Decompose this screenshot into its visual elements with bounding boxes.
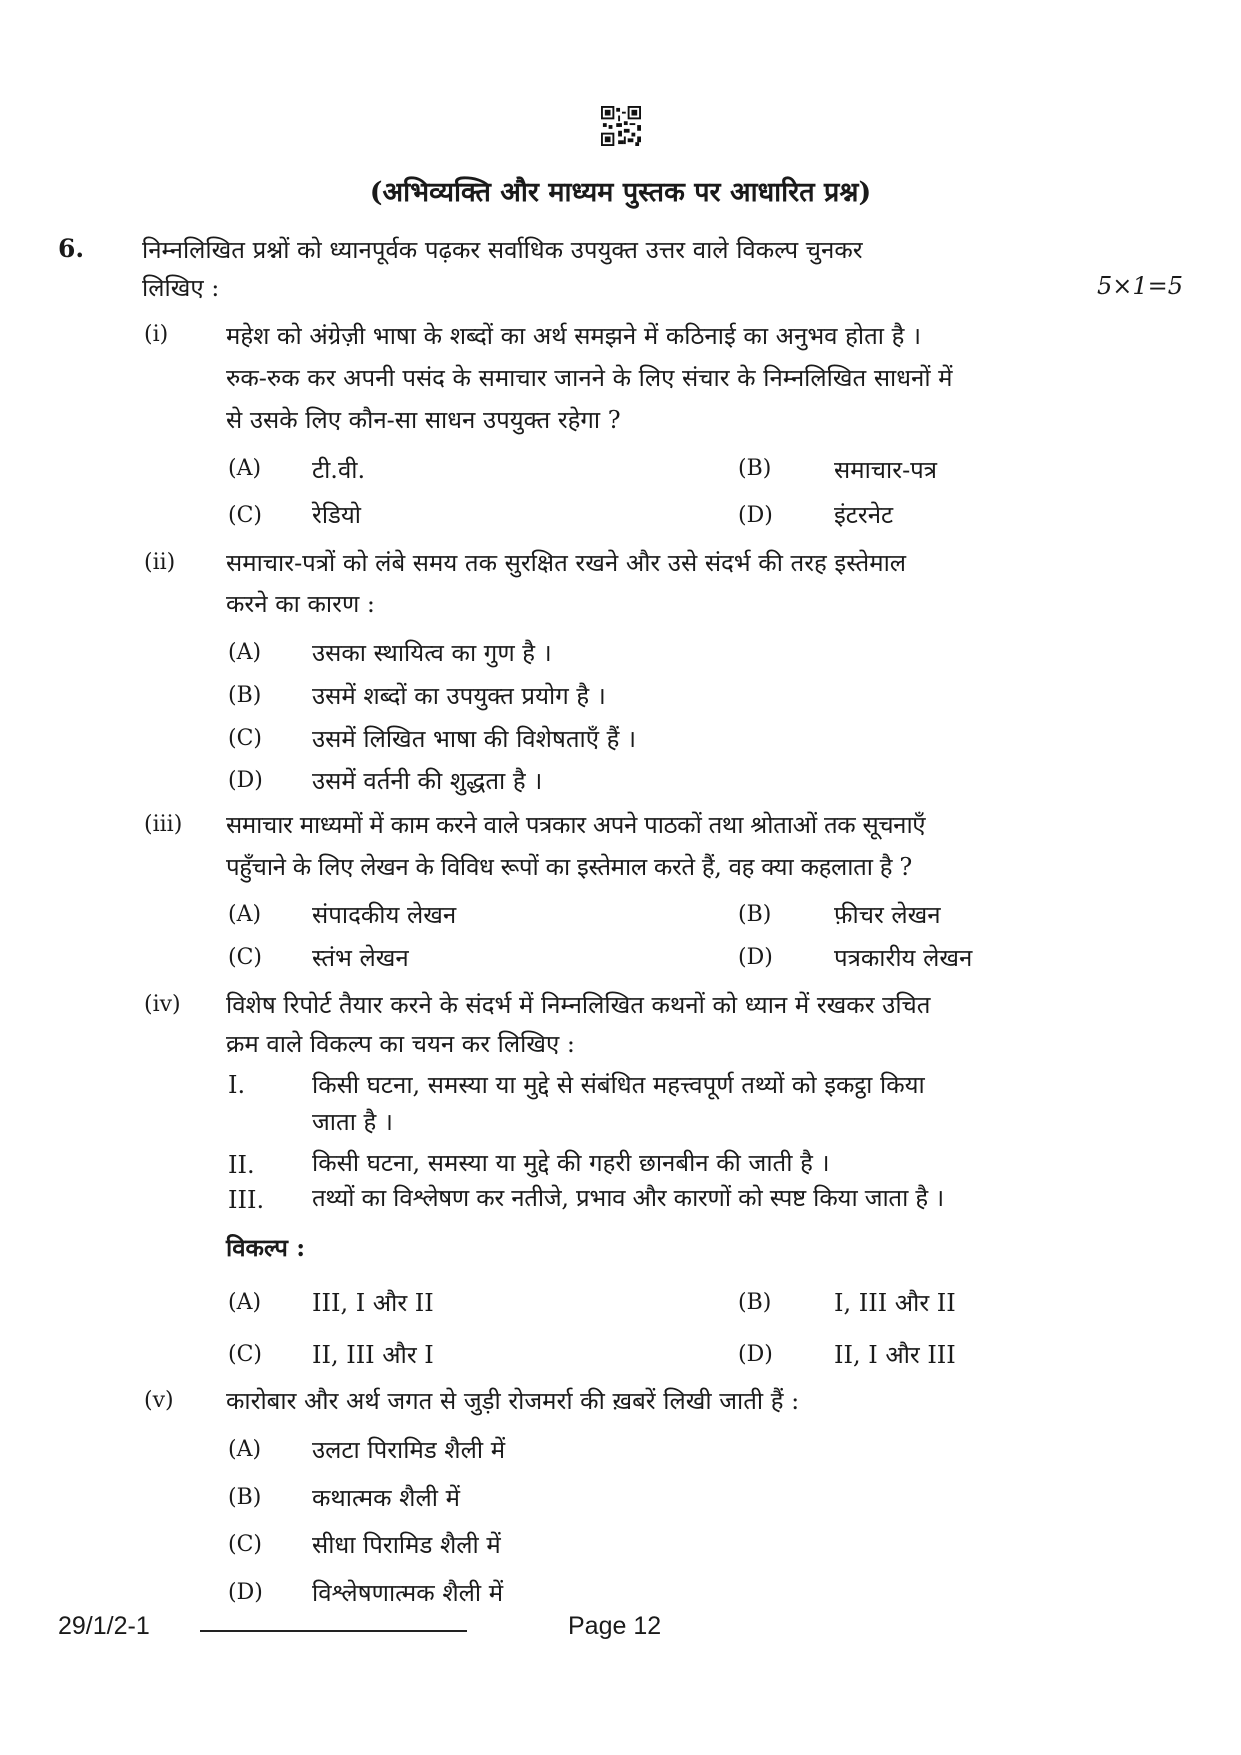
option-label: (D)	[738, 503, 773, 528]
option-label: (D)	[228, 768, 263, 793]
question-stem-line-1: निम्नलिखित प्रश्नों को ध्यानपूर्वक पढ़कर सर्वाधिक उपयुक्त उत्तर वाले विकल्प चुनकर	[142, 236, 863, 264]
option-text: उसमें लिखित भाषा की विशेषताएँ हैं ।	[312, 725, 637, 753]
subquestion-ii-line-2: करने का कारण :	[226, 590, 376, 618]
option-text: फ़ीचर लेखन	[834, 901, 941, 929]
option-label: (C)	[228, 945, 262, 970]
option-label: (B)	[738, 456, 772, 481]
option-text: स्तंभ लेखन	[312, 944, 409, 972]
subquestion-i-line-3: से उसके लिए कौन-सा साधन उपयुक्त रहेगा ?	[226, 406, 621, 434]
option-label: (B)	[228, 683, 262, 708]
option-label: (A)	[228, 1437, 262, 1462]
subquestion-iii-line-1: समाचार माध्यमों में काम करने वाले पत्रकार अपने पाठकों तथा श्रोताओं तक सूचनाएँ	[226, 811, 926, 839]
statement-text: किसी घटना, समस्या या मुद्दे की गहरी छानबीन की जाती है ।	[312, 1149, 830, 1177]
question-stem-line-2: लिखिए :	[142, 274, 220, 302]
option-text: III, I और II	[312, 1289, 434, 1317]
statement-number: II.	[228, 1151, 255, 1179]
option-label: (A)	[228, 640, 262, 665]
option-label: (B)	[738, 902, 772, 927]
statement-text: किसी घटना, समस्या या मुद्दे से संबंधित महत्त्वपूर्ण तथ्यों को इकट्ठा किया	[312, 1071, 925, 1099]
option-text: संपादकीय लेखन	[312, 901, 457, 929]
option-text: II, III और I	[312, 1341, 434, 1369]
option-label: (B)	[228, 1485, 262, 1510]
subquestion-number-iii: (iii)	[144, 812, 183, 837]
option-label: (C)	[228, 726, 262, 751]
subquestion-i-line-2: रुक-रुक कर अपनी पसंद के समाचार जानने के लिए संचार के निम्नलिखित साधनों में	[226, 364, 953, 392]
option-text: सीधा पिरामिड शैली में	[312, 1531, 501, 1559]
footer-divider	[200, 1630, 467, 1632]
qr-code-icon	[601, 106, 641, 146]
marks-allocation: 5×1=5	[1096, 272, 1183, 300]
statement-text: तथ्यों का विश्लेषण कर नतीजे, प्रभाव और कारणों को स्पष्ट किया जाता है ।	[312, 1184, 944, 1212]
subquestion-ii-line-1: समाचार-पत्रों को लंबे समय तक सुरक्षित रखने और उसे संदर्भ की तरह इस्तेमाल	[226, 549, 907, 577]
option-text: विश्लेषणात्मक शैली में	[312, 1579, 504, 1607]
paper-code: 29/1/2-1	[58, 1612, 150, 1640]
option-label: (D)	[228, 1580, 263, 1605]
subquestion-number-i: (i)	[144, 322, 169, 347]
statement-number: III.	[228, 1186, 265, 1214]
option-text: उसका स्थायित्व का गुण है ।	[312, 639, 552, 667]
option-text: उसमें शब्दों का उपयुक्त प्रयोग है ।	[312, 682, 606, 710]
option-label: (B)	[738, 1290, 772, 1315]
option-label: (C)	[228, 1342, 262, 1367]
option-text: रेडियो	[312, 501, 362, 529]
page-number: Page 12	[568, 1612, 662, 1640]
section-heading: (अभिव्यक्ति और माध्यम पुस्तक पर आधारित प्रश्न)	[369, 177, 872, 208]
options-heading: विकल्प :	[226, 1233, 306, 1262]
option-label: (D)	[738, 1342, 773, 1367]
option-text: कथात्मक शैली में	[312, 1484, 460, 1512]
subquestion-number-v: (v)	[144, 1388, 174, 1413]
subquestion-v-line-1: कारोबार और अर्थ जगत से जुड़ी रोजमर्रा की ख़बरें लिखी जाती हैं :	[226, 1387, 800, 1415]
option-label: (C)	[228, 503, 262, 528]
subquestion-iv-line-2: क्रम वाले विकल्प का चयन कर लिखिए :	[226, 1030, 576, 1058]
option-label: (A)	[228, 902, 262, 927]
option-label: (D)	[738, 945, 773, 970]
statement-number: I.	[228, 1071, 246, 1099]
option-text: उसमें वर्तनी की शुद्धता है ।	[312, 767, 543, 795]
statement-text-continued: जाता है ।	[312, 1108, 394, 1136]
question-number: 6.	[58, 234, 85, 263]
option-text: समाचार-पत्र	[834, 456, 938, 484]
subquestion-iii-line-2: पहुँचाने के लिए लेखन के विविध रूपों का इस्तेमाल करते हैं, वह क्या कहलाता है ?	[226, 853, 912, 881]
subquestion-number-iv: (iv)	[144, 992, 181, 1017]
option-text: I, III और II	[834, 1289, 956, 1317]
subquestion-i-line-1: महेश को अंग्रेज़ी भाषा के शब्दों का अर्थ समझने में कठिनाई का अनुभव होता है ।	[226, 322, 922, 350]
option-text: टी.वी.	[312, 456, 366, 484]
option-label: (A)	[228, 456, 262, 481]
option-text: इंटरनेट	[834, 501, 894, 529]
option-text: उलटा पिरामिड शैली में	[312, 1436, 506, 1464]
option-text: II, I और III	[834, 1341, 956, 1369]
option-label: (A)	[228, 1290, 262, 1315]
option-label: (C)	[228, 1532, 262, 1557]
option-text: पत्रकारीय लेखन	[834, 944, 973, 972]
subquestion-iv-line-1: विशेष रिपोर्ट तैयार करने के संदर्भ में निम्नलिखित कथनों को ध्यान में रखकर उचित	[226, 991, 931, 1019]
subquestion-number-ii: (ii)	[144, 550, 176, 575]
